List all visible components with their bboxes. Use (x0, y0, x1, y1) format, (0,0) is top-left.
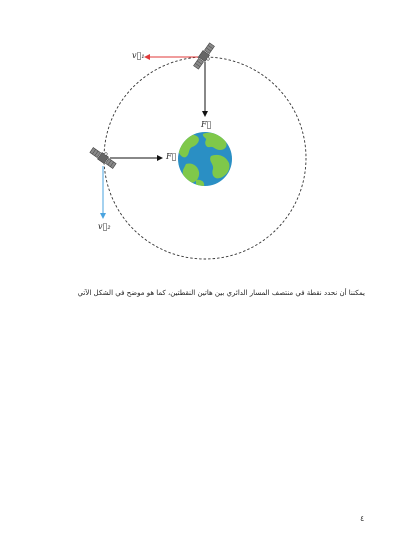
force-top-label: F⃗ (201, 120, 212, 129)
body-paragraph: يمكننا أن نحدد نقطة في منتصف المسار الدائري بين هاتين النقطتين، كما هو موضح في الشكل الآتي (77, 289, 365, 297)
force-left-label: F⃗ (166, 152, 177, 161)
satellite-left-icon (89, 145, 118, 170)
v1-label: v⃗₁ (132, 51, 145, 60)
v2-label: v⃗₂ (98, 222, 111, 231)
earth-icon (178, 132, 232, 188)
page-number: ٤ (360, 514, 365, 523)
